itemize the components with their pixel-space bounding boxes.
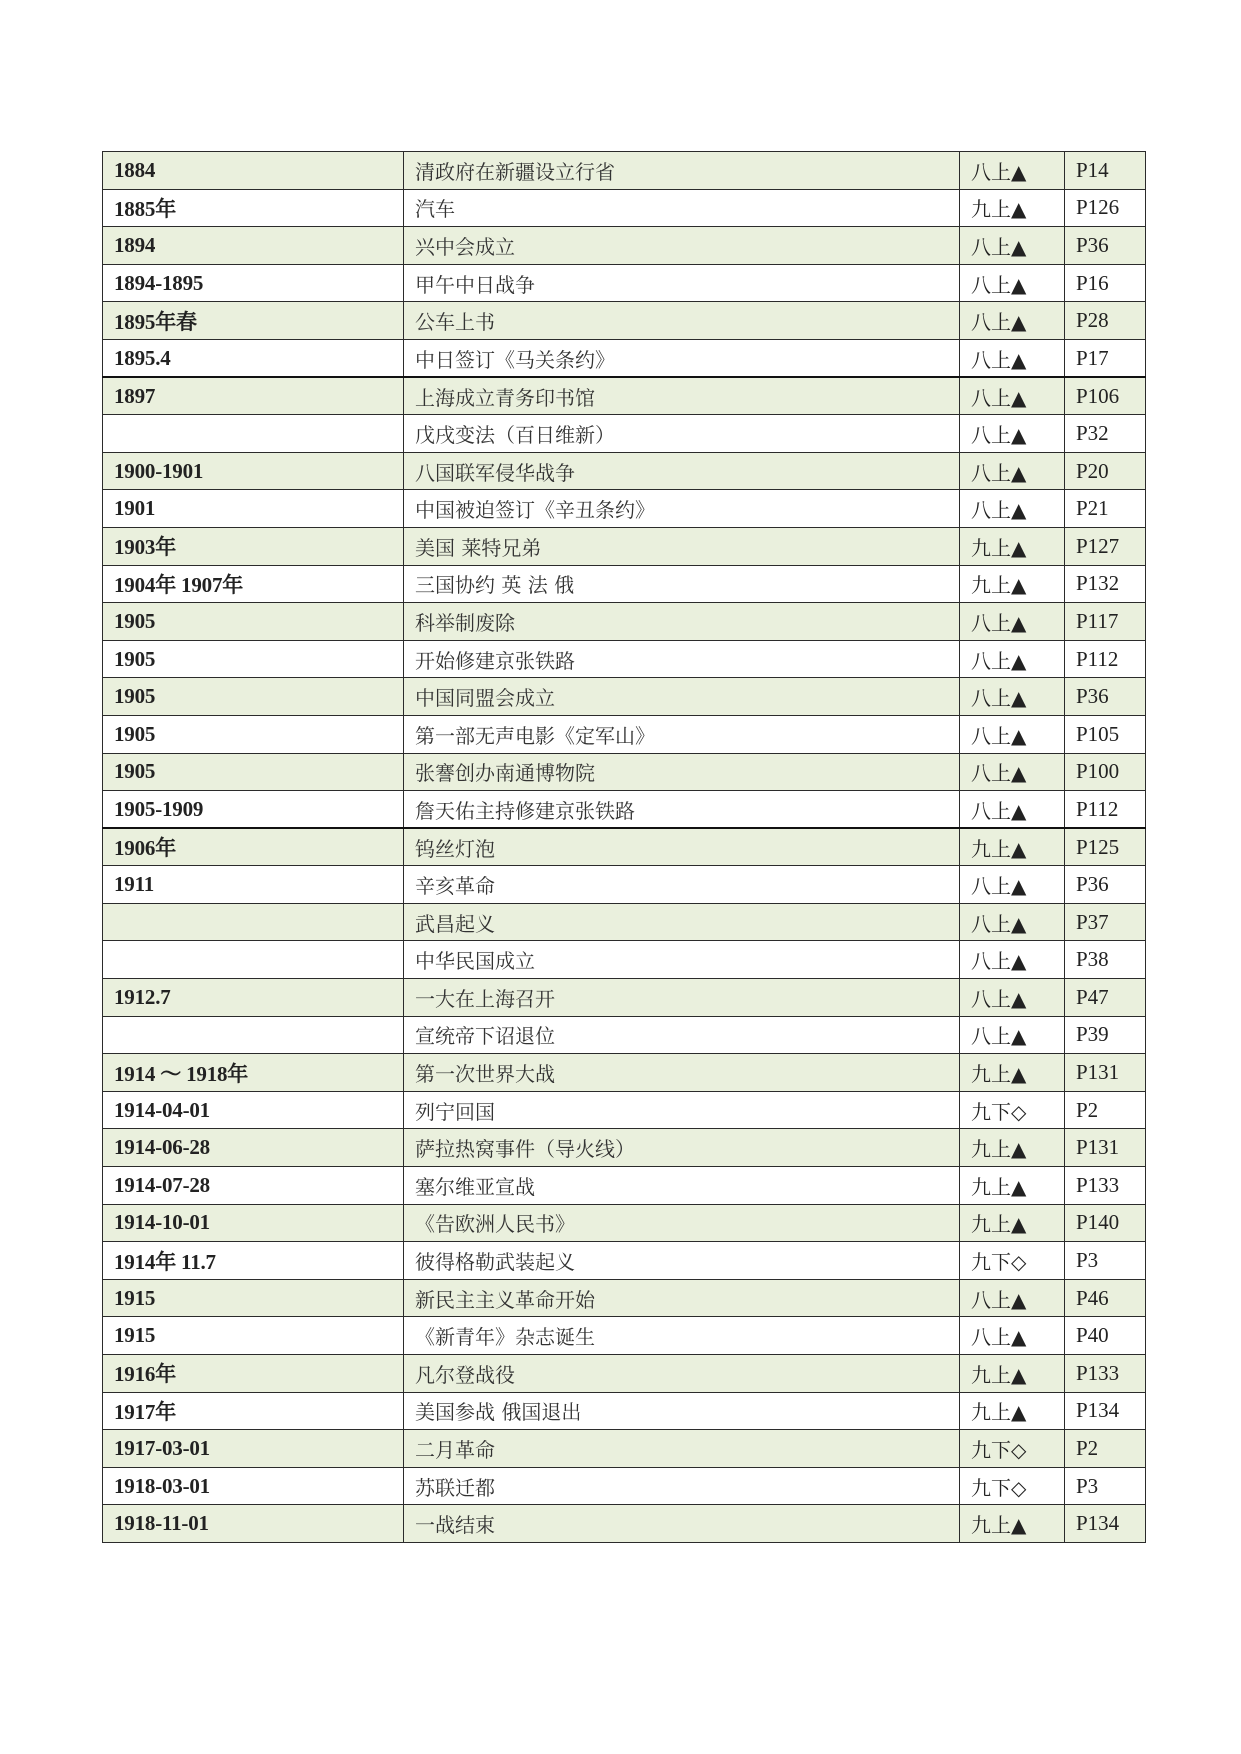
event-cell: 八国联军侵华战争 [404, 452, 960, 490]
page-number-cell: P100 [1065, 753, 1146, 791]
year-cell [103, 415, 404, 453]
page-number-cell: P28 [1065, 302, 1146, 340]
event-cell: 詹天佑主持修建京张铁路 [404, 791, 960, 829]
year-cell: 1900-1901 [103, 452, 404, 490]
table-row [103, 490, 1146, 528]
textbook-cell: 九下◇ [960, 1242, 1065, 1280]
event-cell: 苏联迁都 [404, 1467, 960, 1505]
table-row [103, 603, 1146, 641]
year-cell: 1914-07-28 [103, 1167, 404, 1205]
year-cell: 1914 ～ 1918年 [103, 1054, 404, 1092]
page-number-cell: P36 [1065, 678, 1146, 716]
year-cell: 1897 [103, 377, 404, 415]
textbook-cell: 八上▲ [960, 715, 1065, 753]
event-cell: 塞尔维亚宣战 [404, 1167, 960, 1205]
event-cell: 钨丝灯泡 [404, 828, 960, 866]
event-cell: 开始修建京张铁路 [404, 640, 960, 678]
event-cell: 萨拉热窝事件（导火线） [404, 1129, 960, 1167]
event-cell: 汽车 [404, 189, 960, 227]
year-cell: 1914-06-28 [103, 1129, 404, 1167]
textbook-cell: 八上▲ [960, 152, 1065, 190]
event-cell: 戊戌变法（百日维新） [404, 415, 960, 453]
year-cell: 1905 [103, 640, 404, 678]
table-row [103, 452, 1146, 490]
page-number-cell: P105 [1065, 715, 1146, 753]
page-number-cell: P2 [1065, 1091, 1146, 1129]
year-cell: 1915 [103, 1279, 404, 1317]
textbook-cell: 九上▲ [960, 828, 1065, 866]
textbook-cell: 八上▲ [960, 753, 1065, 791]
table-row [103, 1204, 1146, 1242]
textbook-cell: 八上▲ [960, 603, 1065, 641]
event-cell: 清政府在新疆设立行省 [404, 152, 960, 190]
event-cell: 辛亥革命 [404, 866, 960, 904]
table-row [103, 1317, 1146, 1355]
table-row [103, 1242, 1146, 1280]
table-row [103, 903, 1146, 941]
year-cell: 1918-03-01 [103, 1467, 404, 1505]
table-row [103, 828, 1146, 866]
page-number-cell: P40 [1065, 1317, 1146, 1355]
page-number-cell: P126 [1065, 189, 1146, 227]
textbook-cell: 八上▲ [960, 377, 1065, 415]
year-cell: 1901 [103, 490, 404, 528]
table-row [103, 753, 1146, 791]
year-cell: 1914-10-01 [103, 1204, 404, 1242]
page-number-cell: P16 [1065, 264, 1146, 302]
table-row [103, 302, 1146, 340]
year-cell: 1894-1895 [103, 264, 404, 302]
year-cell [103, 903, 404, 941]
event-cell: 中国同盟会成立 [404, 678, 960, 716]
page-number-cell: P140 [1065, 1204, 1146, 1242]
table-row [103, 791, 1146, 829]
table-row [103, 979, 1146, 1017]
table-row [103, 1430, 1146, 1468]
textbook-cell: 八上▲ [960, 640, 1065, 678]
year-cell: 1894 [103, 227, 404, 265]
year-cell: 1905 [103, 715, 404, 753]
textbook-cell: 九下◇ [960, 1091, 1065, 1129]
textbook-cell: 八上▲ [960, 452, 1065, 490]
event-cell: 《告欧洲人民书》 [404, 1204, 960, 1242]
event-cell: 甲午中日战争 [404, 264, 960, 302]
event-cell: 中国被迫签订《辛丑条约》 [404, 490, 960, 528]
year-cell: 1905 [103, 753, 404, 791]
textbook-cell: 八上▲ [960, 227, 1065, 265]
year-cell: 1911 [103, 866, 404, 904]
table-row [103, 565, 1146, 603]
page-number-cell: P132 [1065, 565, 1146, 603]
event-cell: 张謇创办南通博物院 [404, 753, 960, 791]
timeline-table [102, 151, 1146, 1543]
page-number-cell: P131 [1065, 1054, 1146, 1092]
year-cell [103, 1016, 404, 1054]
table-row [103, 527, 1146, 565]
table-row [103, 264, 1146, 302]
year-cell [103, 941, 404, 979]
timeline-body [103, 152, 1146, 1543]
event-cell: 彼得格勒武装起义 [404, 1242, 960, 1280]
page-number-cell: P133 [1065, 1167, 1146, 1205]
textbook-cell: 九上▲ [960, 1129, 1065, 1167]
event-cell: 宣统帝下诏退位 [404, 1016, 960, 1054]
page-number-cell: P3 [1065, 1467, 1146, 1505]
table-row [103, 1467, 1146, 1505]
year-cell: 1917-03-01 [103, 1430, 404, 1468]
page-number-cell: P39 [1065, 1016, 1146, 1054]
event-cell: 上海成立青务印书馆 [404, 377, 960, 415]
event-cell: 三国协约 英 法 俄 [404, 565, 960, 603]
page-number-cell: P133 [1065, 1355, 1146, 1393]
textbook-cell: 八上▲ [960, 264, 1065, 302]
year-cell: 1917年 [103, 1392, 404, 1430]
event-cell: 中华民国成立 [404, 941, 960, 979]
event-cell: 美国 莱特兄弟 [404, 527, 960, 565]
textbook-cell: 九上▲ [960, 1355, 1065, 1393]
table-row [103, 640, 1146, 678]
table-row [103, 227, 1146, 265]
year-cell: 1895年春 [103, 302, 404, 340]
table-row [103, 715, 1146, 753]
page-number-cell: P117 [1065, 603, 1146, 641]
year-cell: 1904年 1907年 [103, 565, 404, 603]
page-number-cell: P21 [1065, 490, 1146, 528]
table-row [103, 1355, 1146, 1393]
event-cell: 武昌起义 [404, 903, 960, 941]
page-number-cell: P134 [1065, 1392, 1146, 1430]
event-cell: 兴中会成立 [404, 227, 960, 265]
event-cell: 公车上书 [404, 302, 960, 340]
textbook-cell: 八上▲ [960, 415, 1065, 453]
year-cell: 1885年 [103, 189, 404, 227]
year-cell: 1918-11-01 [103, 1505, 404, 1543]
textbook-cell: 八上▲ [960, 903, 1065, 941]
table-row [103, 1091, 1146, 1129]
page-number-cell: P127 [1065, 527, 1146, 565]
page-number-cell: P3 [1065, 1242, 1146, 1280]
textbook-cell: 九上▲ [960, 1054, 1065, 1092]
textbook-cell: 九上▲ [960, 1392, 1065, 1430]
event-cell: 美国参战 俄国退出 [404, 1392, 960, 1430]
event-cell: 科举制废除 [404, 603, 960, 641]
event-cell: 《新青年》杂志诞生 [404, 1317, 960, 1355]
textbook-cell: 九上▲ [960, 1204, 1065, 1242]
table-row [103, 377, 1146, 415]
year-cell: 1915 [103, 1317, 404, 1355]
page-number-cell: P36 [1065, 227, 1146, 265]
year-cell: 1905 [103, 678, 404, 716]
table-row [103, 941, 1146, 979]
page-number-cell: P125 [1065, 828, 1146, 866]
table-row [103, 339, 1146, 377]
page-number-cell: P106 [1065, 377, 1146, 415]
event-cell: 第一次世界大战 [404, 1054, 960, 1092]
year-cell: 1914-04-01 [103, 1091, 404, 1129]
table-row [103, 678, 1146, 716]
year-cell: 1905 [103, 603, 404, 641]
page-number-cell: P131 [1065, 1129, 1146, 1167]
textbook-cell: 八上▲ [960, 339, 1065, 377]
textbook-cell: 九上▲ [960, 1505, 1065, 1543]
table-row [103, 1167, 1146, 1205]
year-cell: 1895.4 [103, 339, 404, 377]
table-row [103, 1505, 1146, 1543]
page-number-cell: P112 [1065, 791, 1146, 829]
page-number-cell: P112 [1065, 640, 1146, 678]
textbook-cell: 八上▲ [960, 302, 1065, 340]
textbook-cell: 八上▲ [960, 678, 1065, 716]
textbook-cell: 八上▲ [960, 1279, 1065, 1317]
textbook-cell: 九上▲ [960, 189, 1065, 227]
page-number-cell: P17 [1065, 339, 1146, 377]
table-row [103, 1054, 1146, 1092]
page-number-cell: P32 [1065, 415, 1146, 453]
event-cell: 一战结束 [404, 1505, 960, 1543]
textbook-cell: 九下◇ [960, 1430, 1065, 1468]
table-row [103, 415, 1146, 453]
page-number-cell: P14 [1065, 152, 1146, 190]
page-number-cell: P47 [1065, 979, 1146, 1017]
page-number-cell: P20 [1065, 452, 1146, 490]
textbook-cell: 九上▲ [960, 1167, 1065, 1205]
table-row [103, 1129, 1146, 1167]
table-row [103, 189, 1146, 227]
year-cell: 1884 [103, 152, 404, 190]
table-row [103, 152, 1146, 190]
event-cell: 新民主主义革命开始 [404, 1279, 960, 1317]
year-cell: 1912.7 [103, 979, 404, 1017]
textbook-cell: 八上▲ [960, 1317, 1065, 1355]
textbook-cell: 八上▲ [960, 979, 1065, 1017]
page-number-cell: P38 [1065, 941, 1146, 979]
textbook-cell: 八上▲ [960, 791, 1065, 829]
table-row [103, 1016, 1146, 1054]
textbook-cell: 九下◇ [960, 1467, 1065, 1505]
table-row [103, 866, 1146, 904]
textbook-cell: 八上▲ [960, 490, 1065, 528]
year-cell: 1916年 [103, 1355, 404, 1393]
year-cell: 1906年 [103, 828, 404, 866]
page-number-cell: P46 [1065, 1279, 1146, 1317]
event-cell: 一大在上海召开 [404, 979, 960, 1017]
event-cell: 第一部无声电影《定军山》 [404, 715, 960, 753]
textbook-cell: 九上▲ [960, 527, 1065, 565]
textbook-cell: 八上▲ [960, 866, 1065, 904]
year-cell: 1914年 11.7 [103, 1242, 404, 1280]
page-number-cell: P36 [1065, 866, 1146, 904]
event-cell: 二月革命 [404, 1430, 960, 1468]
year-cell: 1905-1909 [103, 791, 404, 829]
page-number-cell: P2 [1065, 1430, 1146, 1468]
table-row [103, 1392, 1146, 1430]
textbook-cell: 八上▲ [960, 1016, 1065, 1054]
textbook-cell: 八上▲ [960, 941, 1065, 979]
year-cell: 1903年 [103, 527, 404, 565]
event-cell: 凡尔登战役 [404, 1355, 960, 1393]
page-number-cell: P134 [1065, 1505, 1146, 1543]
table-row [103, 1279, 1146, 1317]
event-cell: 列宁回国 [404, 1091, 960, 1129]
page-number-cell: P37 [1065, 903, 1146, 941]
textbook-cell: 九上▲ [960, 565, 1065, 603]
event-cell: 中日签订《马关条约》 [404, 339, 960, 377]
